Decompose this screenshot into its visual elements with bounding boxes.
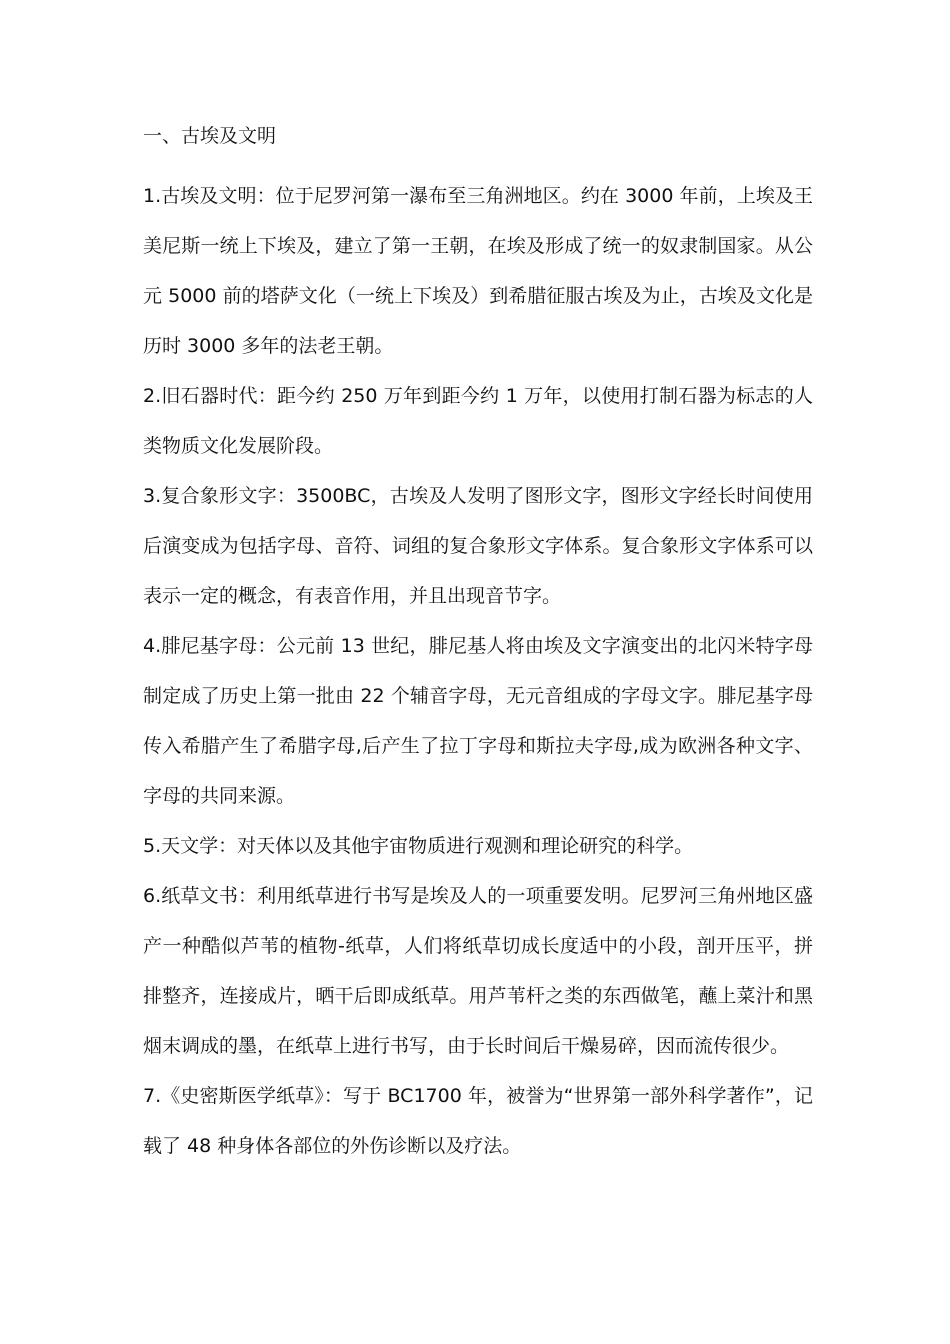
paragraph-hieroglyphs: 3.复合象形文字：3500BC，古埃及人发明了图形文字，图形文字经长时间使用后演变成为包括字母、音符、词组的复合象形文字体系。复合象形文字体系可以表示一定的概念，有表音作用，并且出现音节字。 (143, 485, 813, 607)
paragraph-paleolithic: 2.旧石器时代：距今约 250 万年到距今约 1 万年，以使用打制石器为标志的人类物质文化发展阶段。 (143, 385, 813, 457)
paragraph-papyrus: 6.纸草文书：利用纸草进行书写是埃及人的一项重要发明。尼罗河三角州地区盛产一种酷似芦苇的植物-纸草，人们将纸草切成长度适中的小段，剖开压平，拼排整齐，连接成片，晒干后即成纸草。用芦苇杆之类的东西做笔，蘸上菜汁和黑烟末调成的墨，在纸草上进行书写，由于长时间后干燥易碎，因而流传很少。 (143, 885, 813, 1057)
paragraph-phoenician-alphabet: 4.腓尼基字母：公元前 13 世纪，腓尼基人将由埃及文字演变出的北闪米特字母制定成了历史上第一批由 22 个辅音字母，无元音组成的字母文字。腓尼基字母传入希腊产生了希腊字母,后产生了拉丁字母和斯拉夫字母,成为欧洲各种文字、字母的共同来源。 (143, 635, 813, 807)
section-heading: 一、古埃及文明 (143, 125, 277, 147)
document-body (143, 121, 813, 1171)
paragraph-astronomy: 5.天文学：对天体以及其他宇宙物质进行观测和理论研究的科学。 (143, 835, 694, 857)
paragraph-smith-papyrus: 7.《史密斯医学纸草》：写于 BC1700 年，被誉为“世界第一部外科学著作”，记载了 48 种身体各部位的外伤诊断以及疗法。 (143, 1085, 813, 1157)
paragraph-ancient-egypt: 1.古埃及文明：位于尼罗河第一瀑布至三角洲地区。约在 3000 年前，上埃及王美尼斯一统上下埃及，建立了第一王朝，在埃及形成了统一的奴隶制国家。从公元 5000 前的塔萨文化（一统上下埃及）到希腊征服古埃及为止，古埃及文化是历时 3000 多年的法老王朝。 (143, 185, 813, 357)
